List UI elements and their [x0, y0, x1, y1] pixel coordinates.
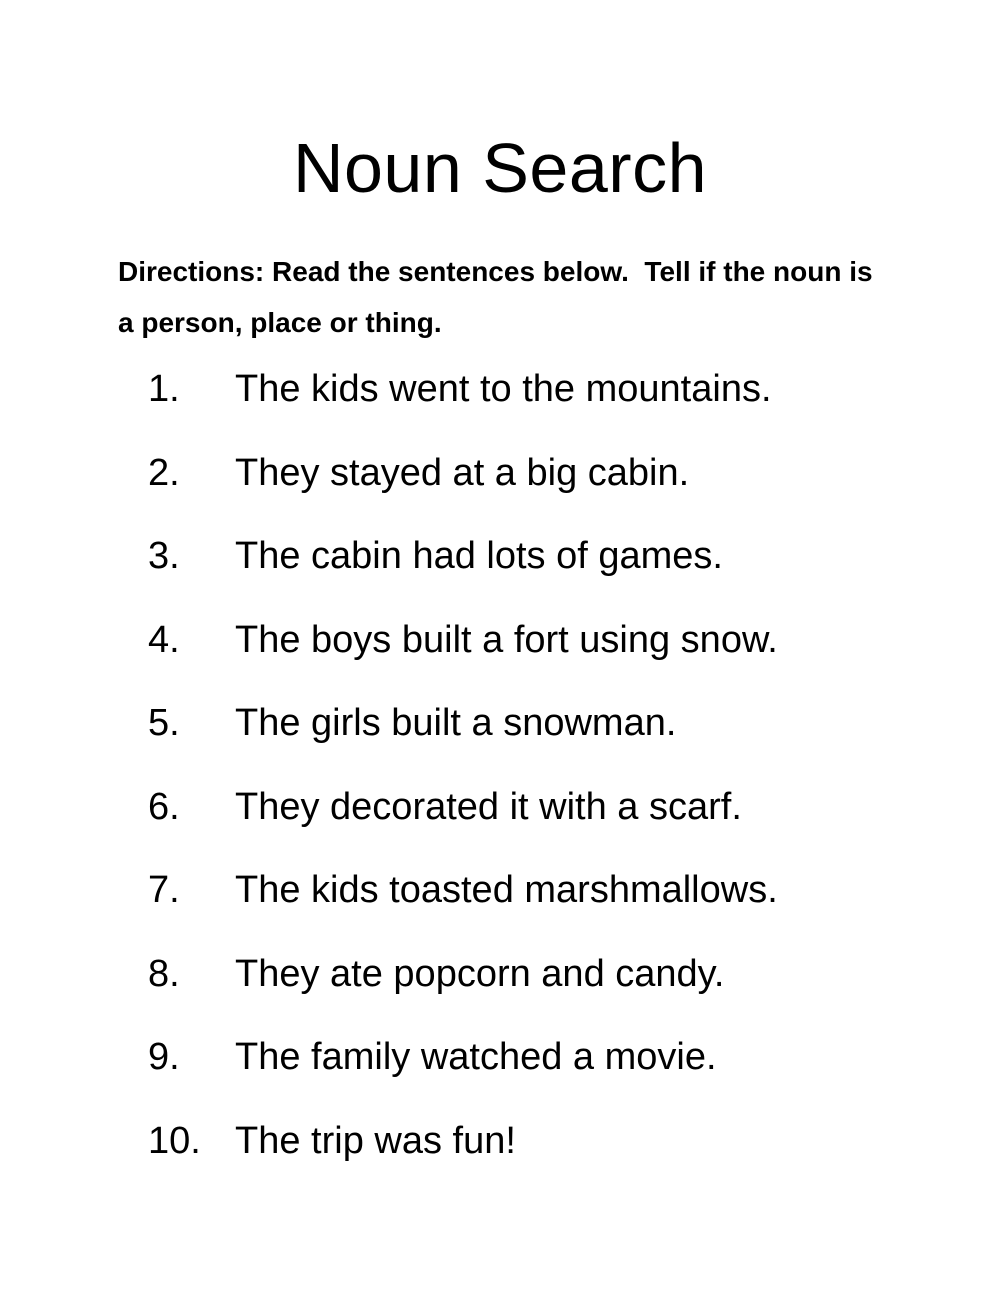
question-item — [0, 863, 1000, 947]
question-number: 4. — [148, 618, 180, 661]
question-sentence: The trip was fun! — [235, 1119, 516, 1162]
question-sentence: The boys built a fort using snow. — [235, 618, 778, 661]
question-list — [0, 362, 1000, 1197]
question-number: 5. — [148, 702, 180, 744]
question-number: 2. — [148, 451, 180, 494]
question-item — [0, 1114, 1000, 1198]
question-item — [0, 446, 1000, 530]
question-sentence: The family watched a movie. — [235, 1036, 717, 1078]
question-item — [0, 780, 1000, 864]
question-number: 6. — [148, 785, 180, 828]
question-sentence: The kids went to the mountains. — [235, 368, 772, 410]
page-title: Noun Search — [292, 129, 708, 207]
question-sentence: The kids toasted marshmallows. — [235, 869, 778, 911]
question-sentence: The girls built a snowman. — [235, 702, 677, 744]
question-item — [0, 1030, 1000, 1114]
question-sentence: They decorated it with a scarf. — [235, 785, 742, 828]
directions-text: Directions: Read the sentences below. Tell if the noun is a person, place or thing. — [118, 256, 881, 338]
question-sentence: They ate popcorn and candy. — [235, 952, 725, 995]
question-item — [0, 613, 1000, 697]
question-number: 10. — [148, 1119, 201, 1162]
question-item — [0, 362, 1000, 446]
question-sentence: They stayed at a big cabin. — [235, 451, 690, 494]
question-item — [0, 947, 1000, 1031]
question-number: 3. — [148, 535, 180, 577]
question-number: 8. — [148, 952, 180, 995]
question-item — [0, 529, 1000, 613]
question-item — [0, 696, 1000, 780]
question-number: 7. — [148, 869, 180, 911]
question-sentence: The cabin had lots of games. — [235, 535, 723, 577]
question-number: 9. — [148, 1036, 180, 1078]
question-number: 1. — [148, 368, 180, 410]
